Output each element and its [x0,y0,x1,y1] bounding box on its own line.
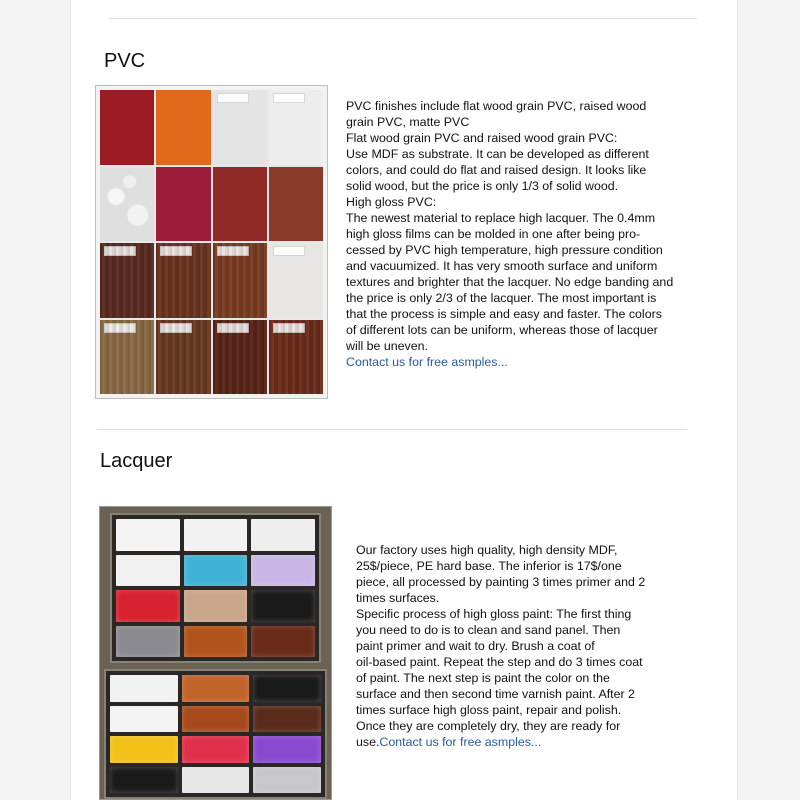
lacquer-tray-swatch [182,675,250,702]
lacquer-case-lid [110,513,321,663]
lacquer-tray-swatch [182,736,250,763]
swatch-label-tag [104,323,136,333]
swatch-label-tag [273,93,305,103]
lacquer-lid-swatch [251,555,315,587]
pvc-swatch [213,167,267,242]
lacquer-lid-swatch [251,519,315,551]
pvc-swatch [269,90,323,165]
pvc-swatch [269,167,323,242]
pvc-swatch [213,243,267,318]
pvc-swatch [156,320,210,395]
pvc-swatch [100,320,154,395]
pvc-description [346,98,716,370]
pvc-swatch-photo [95,85,328,399]
swatch-label-tag [217,323,249,333]
lacquer-tray-swatch [110,736,178,763]
lacquer-heading: Lacquer [100,450,173,472]
swatch-label-tag [273,246,305,256]
lacquer-tray-swatch [110,706,178,733]
page-content [70,0,738,800]
pvc-swatch [213,90,267,165]
section-divider [97,429,687,430]
pvc-swatch [269,243,323,318]
lacquer-lid-swatch [116,626,180,658]
swatch-label-tag [217,93,249,103]
lacquer-case-tray [104,669,327,799]
swatch-label-tag [160,323,192,333]
pvc-swatch [269,320,323,395]
swatch-label-tag [160,246,192,256]
pvc-contact-link[interactable]: Contact us for free asmples... [346,355,508,369]
pvc-swatch [100,243,154,318]
lacquer-tray-swatch [182,706,250,733]
pvc-swatch [156,243,210,318]
pvc-paragraph: PVC finishes include flat wood grain PVC, raised wood grain PVC, matte PVC Flat wood grain PVC and raised wood grain PVC: Use MDF as substrate. It can be developed as different colors, and could do flat and raised design. It looks like solid wood, but the price is only 1/3 of solid wood. High gloss PVC: The newest material to replace high lacquer. The 0.4mm high gloss films can be molded in one after being pro- cessed by PVC high temperature, high pressure condition and vacuumized. It has very smooth surface and uniform textures and brighter that the lacquer. No edge banding and the price is only 2/3 of the lacquer. The most important is that the process is simple and easy and faster. The colors of different lots can be uniform, whereas those of lacquer will be uneven. [346,99,674,353]
lacquer-tray-swatch [110,675,178,702]
lacquer-tray-swatch [253,675,321,702]
lacquer-lid-swatch [116,555,180,587]
lacquer-sample-case-photo [99,506,332,800]
pvc-swatch [100,167,154,242]
lacquer-lid-swatch [116,519,180,551]
lacquer-tray-swatch [253,736,321,763]
lacquer-lid-swatch [184,626,248,658]
swatch-label-tag [217,246,249,256]
lacquer-lid-swatch [184,555,248,587]
swatch-label-tag [104,246,136,256]
pvc-heading: PVC [104,50,146,72]
lacquer-description [356,542,696,750]
lacquer-contact-link[interactable]: Contact us for free asmples... [379,735,542,749]
lacquer-tray-swatch [182,767,250,794]
lacquer-paragraph: Our factory uses high quality, high density MDF, 25$/piece, PE hard base. The inferior is 17$/one piece, all processed by painting 3 times primer and 2 times surfaces. Specific process of high gloss paint: The first thing you need to do is to clean and sand panel. Then paint primer and wait to dry. Brush a coat of oil-based paint. Repeat the step and do 3 times coat of paint. The next step is paint the color on the surface and then second time varnish paint. After 2 times surface high gloss paint, repair and polish. Once they are completely dry, they are ready for use. [356,543,646,749]
pvc-swatch-board [100,90,323,394]
pvc-swatch [100,90,154,165]
lacquer-lid-swatch [251,590,315,622]
pvc-swatch [156,90,210,165]
lacquer-lid-swatch [184,519,248,551]
pvc-swatch [156,167,210,242]
lacquer-lid-swatch [116,590,180,622]
lacquer-lid-swatch [251,626,315,658]
pvc-swatch [213,320,267,395]
lacquer-lid-swatch [184,590,248,622]
lacquer-tray-swatch [253,767,321,794]
lacquer-tray-swatch [253,706,321,733]
lacquer-tray-swatch [110,767,178,794]
swatch-label-tag [273,323,305,333]
top-divider [109,18,697,19]
